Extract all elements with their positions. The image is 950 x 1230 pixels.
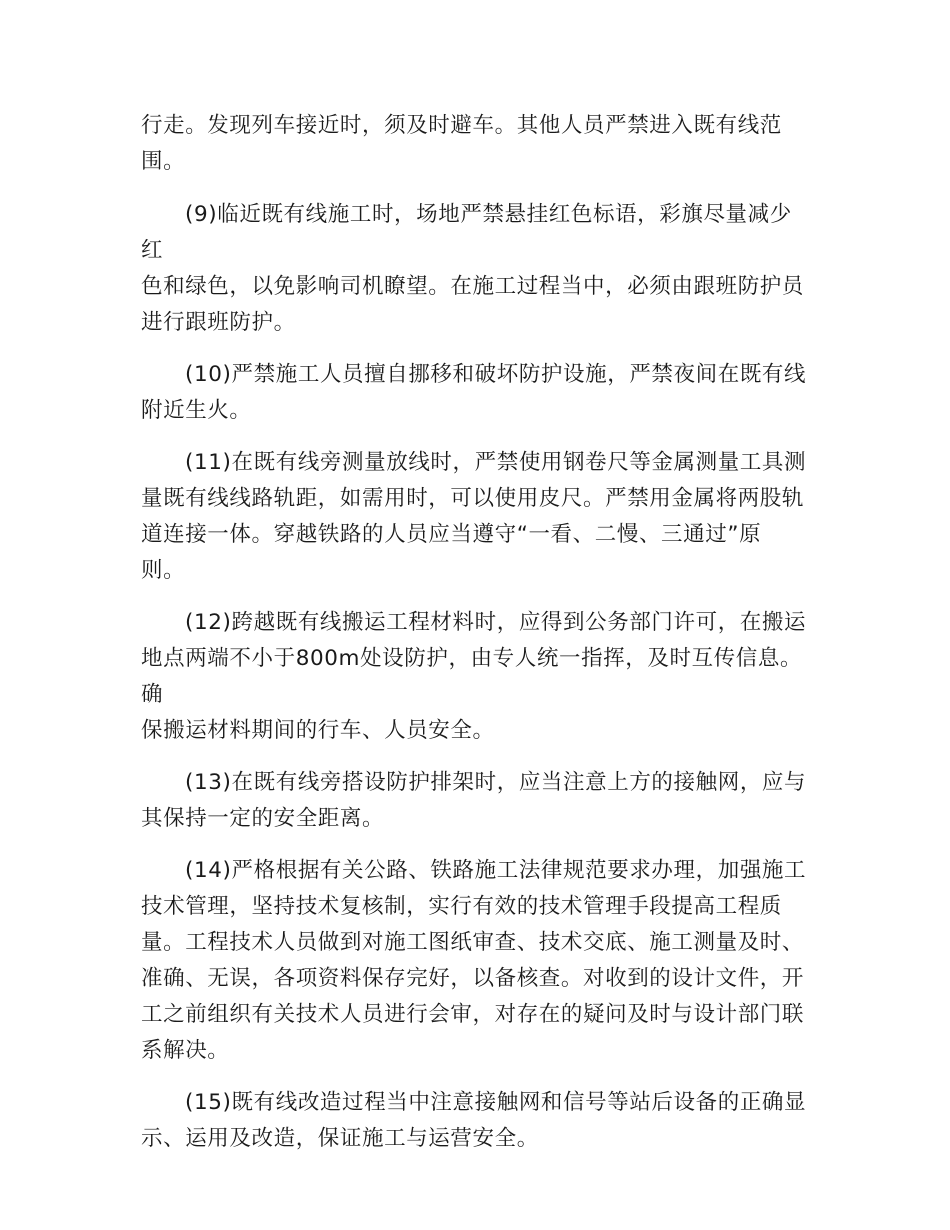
paragraph-10: (10)严禁施工人员擅自挪移和破坏防护设施，严禁夜间在既有线 附近生火。 [141, 362, 807, 423]
paragraph-8-continuation: 行走。发现列车接近时，须及时避车。其他人员严禁进入既有线范 围。 [141, 113, 782, 174]
paragraph-12: (12)跨越既有线搬运工程材料时，应得到公务部门许可，在搬运 地点两端不小于800m处设防护，由专人统一指挥，及时互传信息。确 保搬运材料期间的行车、人员安全。 [141, 610, 807, 743]
paragraph-11: (11)在既有线旁测量放线时，严禁使用钢卷尺等金属测量工具测 量既有线线路轨距，如需用时，可以使用皮尺。严禁用金属将两股轨 道连接一体。穿越铁路的人员应当遵守“一看、二慢、三通过”原 则。 [141, 450, 807, 583]
paragraph-14: (14)严格根据有关公路、铁路施工法律规范要求办理，加强施工 技术管理，坚持技术复核制，实行有效的技术管理手段提高工程质 量。工程技术人员做到对施工图纸审查、技术交底、施工测量及时、 准确、无误，各项资料保存完好，以备核查。对收到的设计文件，开 工之前组织有关技术人员进行会审，对存在的疑问及时与设计部门联 系解决。 [141, 858, 807, 1063]
paragraph-15: (15)既有线改造过程当中注意接触网和信号等站后设备的正确显 示、运用及改造，保证施工与运营安全。 [141, 1090, 807, 1151]
paragraph-9: (9)临近既有线施工时，场地严禁悬挂红色标语，彩旗尽量减少红 色和绿色，以免影响司机瞭望。在施工过程当中，必须由跟班防护员 进行跟班防护。 [141, 202, 805, 335]
document-body [141, 108, 811, 1173]
paragraph-13: (13)在既有线旁搭设防护排架时，应当注意上方的接触网，应与 其保持一定的安全距离。 [141, 770, 807, 831]
